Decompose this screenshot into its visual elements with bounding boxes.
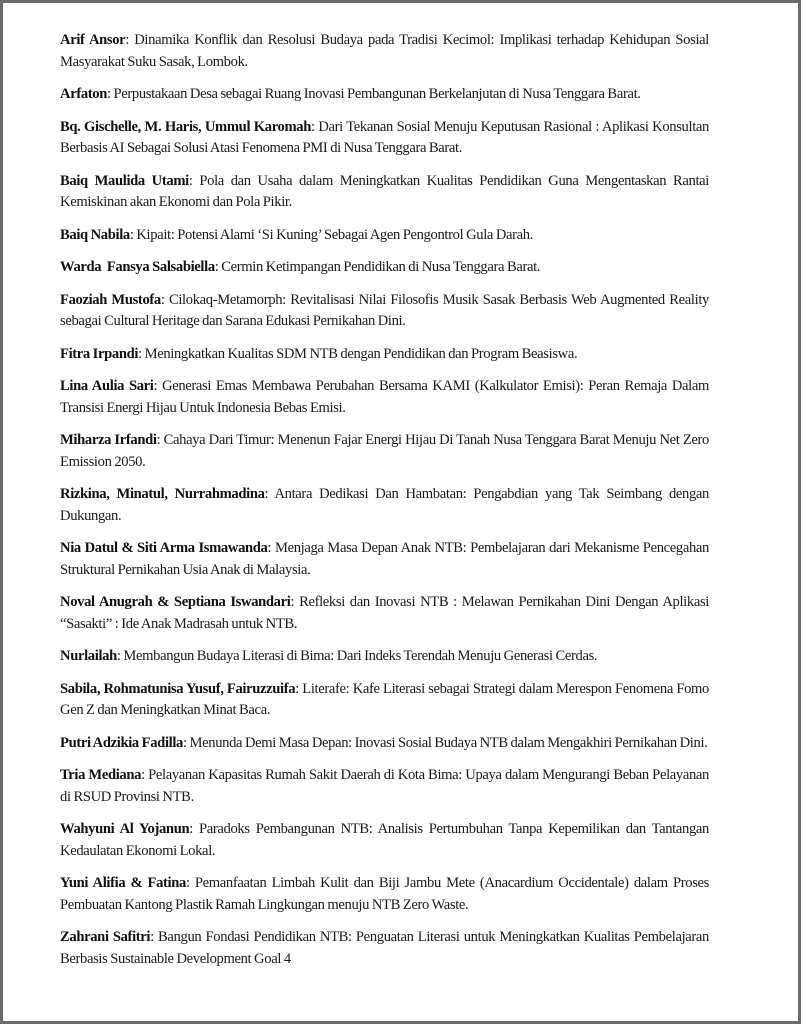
contributor-list bbox=[60, 30, 709, 981]
list-item bbox=[60, 484, 709, 527]
entry-author: Wahyuni Al Yojanun bbox=[60, 821, 190, 837]
entry-author: Fitra Irpandi bbox=[60, 345, 139, 362]
list-item bbox=[60, 344, 709, 366]
entry-author: Sabila, Rohmatunisa Yusuf, Fairuzzuifa bbox=[60, 680, 296, 697]
entry-author: Tria Mediana bbox=[60, 767, 142, 783]
list-item bbox=[60, 592, 709, 635]
entry-author: Lina Aulia Sari bbox=[60, 378, 154, 394]
entry-title: : Paradoks Pembangunan NTB: Analisis Pertumbuhan Tanpa Kepemilikan dan Tantangan Kedaulatan Ekonomi Lokal. bbox=[60, 821, 709, 859]
list-item bbox=[60, 84, 709, 106]
entry-author: Miharza Irfandi bbox=[60, 432, 157, 448]
entry-title: : Pola dan Usaha dalam Meningkatkan Kualitas Pendidikan Guna Mengentaskan Rantai Kemiskinan akan Ekonomi dan Pola Pikir. bbox=[60, 172, 709, 210]
list-item bbox=[60, 171, 709, 214]
entry-title: : Pemanfaatan Limbah Kulit dan Biji Jambu Mete (Anacardium Occidentale) dalam Proses Pembuatan Kantong Plastik Ramah Lingkungan menuju NTB Zero Waste. bbox=[60, 875, 709, 913]
entry-author: Bq. Gischelle, M. Haris, Ummul Karomah bbox=[60, 118, 312, 135]
list-item bbox=[60, 376, 709, 419]
list-item bbox=[60, 430, 709, 473]
entry-author: Rizkina, Minatul, Nurrahmadina bbox=[60, 486, 265, 502]
list-item bbox=[60, 257, 709, 279]
entry-title: : Membangun Budaya Literasi di Bima: Dari Indeks Terendah Menuju Generasi Cerdas. bbox=[116, 648, 598, 664]
list-item bbox=[60, 819, 709, 862]
entry-title: : Dari Tekanan Sosial Menuju Keputusan Rasional : Aplikasi Konsultan Berbasis AI Sebagai Solusi Atasi Fenomena PMI di Nusa Tenggara Barat. bbox=[60, 118, 709, 156]
entry-author: Baiq Nabila bbox=[60, 226, 130, 243]
list-item bbox=[60, 117, 709, 160]
entry-title: : Cilokaq-Metamorph: Revitalisasi Nilai Filosofis Musik Sasak Berbasis Web Augmented Reality sebagai Cultural Heritage dan Sarana Edukasi Pernikahan Dini. bbox=[60, 291, 709, 329]
list-item bbox=[60, 873, 709, 916]
entry-author: Arif Ansor bbox=[60, 32, 126, 48]
entry-author: Baiq Maulida Utami bbox=[60, 172, 189, 189]
list-item bbox=[60, 538, 709, 581]
entry-title: : Kipait: Potensi Alami ‘Si Kuning’ Sebagai Agen Pengontrol Gula Darah. bbox=[129, 226, 534, 243]
entry-author: Noval Anugrah & Septiana Iswandari bbox=[60, 594, 291, 610]
list-item bbox=[60, 225, 709, 247]
entry-author: Arfaton bbox=[60, 86, 107, 102]
entry-title: : Generasi Emas Membawa Perubahan Bersama KAMI (Kalkulator Emisi): Peran Remaja Dalam Transisi Energi Hijau Untuk Indonesia Bebas Emisi. bbox=[60, 378, 709, 416]
entry-title: : Bangun Fondasi Pendidikan NTB: Penguatan Literasi untuk Meningkatkan Kualitas Pembelajaran Berbasis Sustainable Development Goal 4 bbox=[60, 929, 709, 967]
entry-author: Zahrani Safitri bbox=[60, 929, 151, 945]
entry-title: : Meningkatkan Kualitas SDM NTB dengan Pendidikan dan Program Beasiswa. bbox=[138, 345, 578, 362]
entry-title: : Pelayanan Kapasitas Rumah Sakit Daerah di Kota Bima: Upaya dalam Mengurangi Beban Pelayanan di RSUD Provinsi NTB. bbox=[60, 767, 710, 805]
entry-title: : Refleksi dan Inovasi NTB : Melawan Pernikahan Dini Dengan Aplikasi “Sasakti” : Ide Anak Madrasah untuk NTB. bbox=[60, 594, 709, 632]
entry-title: : Literafe: Kafe Literasi sebagai Strategi dalam Merespon Fenomena Fomo Gen Z dan Meningkatkan Minat Baca. bbox=[60, 680, 709, 718]
entry-title: : Cahaya Dari Timur: Menenun Fajar Energi Hijau Di Tanah Nusa Tenggara Barat Menuju Net Zero Emission 2050. bbox=[60, 432, 709, 470]
entry-author: Yuni Alifia & Fatina bbox=[60, 875, 186, 891]
list-item bbox=[60, 927, 709, 970]
list-item bbox=[60, 679, 709, 722]
entry-title: : Antara Dedikasi Dan Hambatan: Pengabdian yang Tak Seimbang dengan Dukungan. bbox=[60, 486, 709, 524]
entry-author: Faoziah Mustofa bbox=[60, 291, 161, 308]
list-item bbox=[60, 765, 709, 808]
entry-title: : Menjaga Masa Depan Anak NTB: Pembelajaran dari Mekanisme Pencegahan Struktural Pernikahan Usia Anak di Malaysia. bbox=[60, 540, 709, 578]
entry-author: Putri Adzikia Fadilla bbox=[60, 734, 184, 751]
entry-author: Nia Datul & Siti Arma Ismawanda bbox=[60, 540, 268, 556]
list-item bbox=[60, 646, 709, 668]
entry-author: Nurlailah bbox=[60, 648, 117, 664]
list-item bbox=[60, 30, 709, 73]
list-item bbox=[60, 290, 709, 333]
entry-title: : Menunda Demi Masa Depan: Inovasi Sosial Budaya NTB dalam Mengakhiri Pernikahan Dini. bbox=[183, 734, 708, 751]
list-item bbox=[60, 733, 709, 755]
entry-title: : Cermin Ketimpangan Pendidikan di Nusa Tenggara Barat. bbox=[214, 259, 541, 275]
entry-title: : Dinamika Konflik dan Resolusi Budaya pada Tradisi Kecimol: Implikasi terhadap Kehidupan Sosial Masyarakat Suku Sasak, Lombok. bbox=[60, 32, 709, 70]
entry-title: : Perpustakaan Desa sebagai Ruang Inovasi Pembangunan Berkelanjutan di Nusa Tenggara Barat. bbox=[107, 86, 641, 102]
entry-author: Warda Fansya Salsabiella bbox=[60, 259, 215, 275]
